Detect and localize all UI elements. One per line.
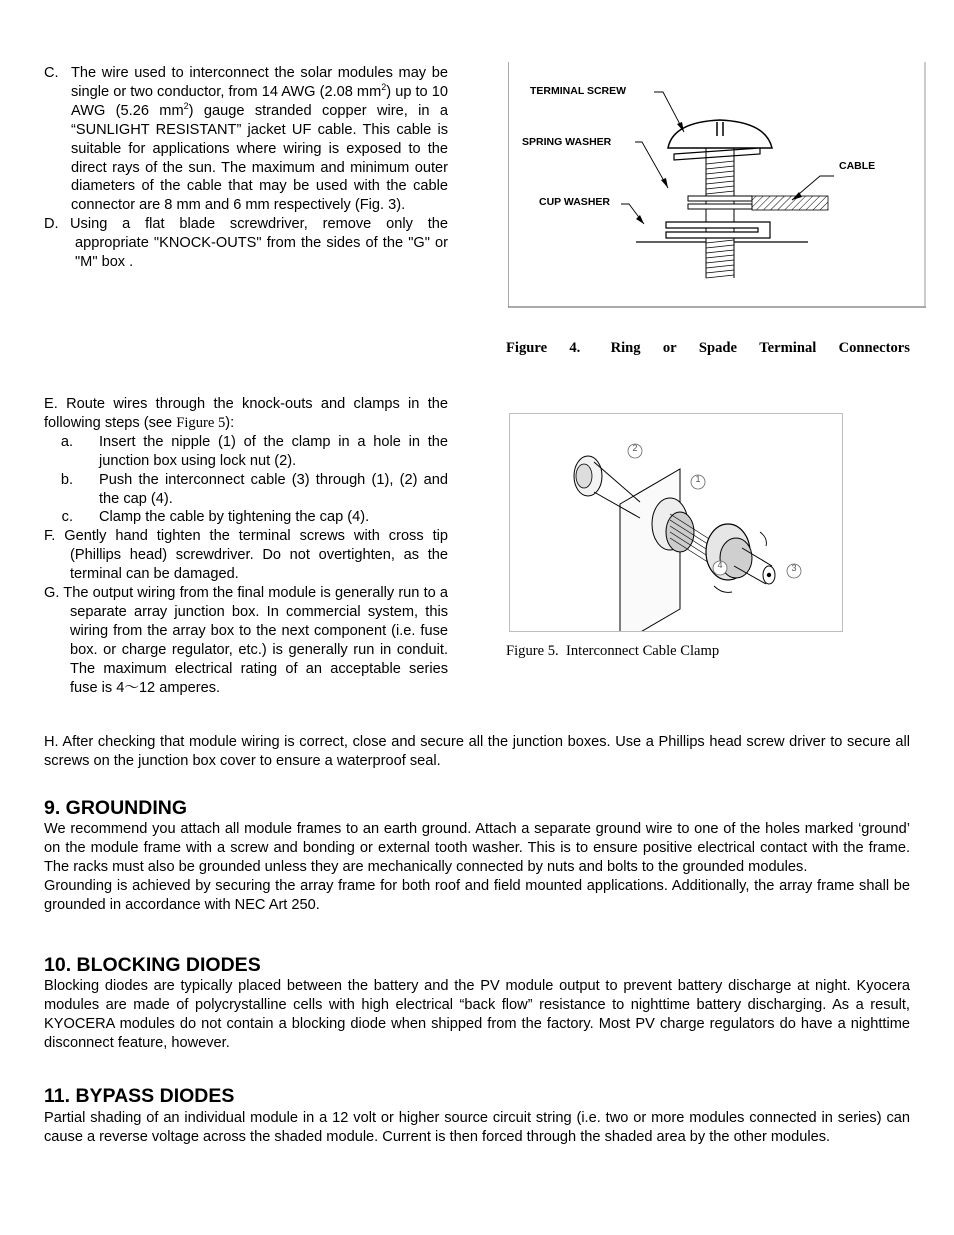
section-e-intro-text: E. Route wires through the knock-outs and clamps in the following steps (see [44,396,448,431]
step-label: a. [60,433,73,450]
caption-word: Terminal [759,340,817,356]
callout-2: 2 [632,443,638,453]
section-c-text-1: The wire used to interconnect the solar modules may be single or two conductor, from 14 AWG (2.08 mm [71,65,448,100]
step-text: Insert the nipple (1) of the clamp in a hole in the junction box using lock nut (2). [99,433,448,469]
caption-word: Ring [610,340,641,356]
figure-5 [509,413,843,632]
section-c-label: C. [44,65,59,81]
callout-4: 4 [717,560,723,570]
section-h: H. After checking that module wiring is correct, close and secure all the junction boxes. Use a Phillips head screw driver to secure all screws on the junction box cover to ensure a waterproof seal. [44,734,910,769]
section-c-sup-1: 2 [381,82,387,93]
section-c [44,64,448,272]
cable-clamp-diagram [510,414,842,631]
label-cup-washer: CUP WASHER [539,196,610,208]
step-b [44,471,448,509]
label-spring-washer: SPRING WASHER [522,136,612,148]
label-cable: CABLE [839,160,876,172]
step-a [44,433,448,471]
caption-word: 4. [569,340,581,356]
step-c [44,508,448,527]
section-f: F. Gently hand tighten the terminal screws with cross tip (Phillips head) screwdriver. Do not overtighten, as the terminal can be damaged. [44,528,448,583]
figure-4-caption [506,340,910,357]
step-text: Push the interconnect cable (3) through (1), (2) and the cap (4). [99,471,448,507]
section-e-intro-end: ): [225,414,235,431]
callout-1: 1 [695,474,701,484]
step-text: Clamp the cable by tightening the cap (4). [99,509,370,526]
section-c-text-3: ) gauge stranded copper wire, in a “SUNLIGHT RESISTANT” jacket UF cable. This cable is suitable for applications where wiring is exposed to the direct rays of the sun. The maximum and minimum outer diameters of the cable that may be used with the cable connector are 8 mm and 6 mm respectively (Fig. 3). [71,102,448,214]
grounding-p2: Grounding is achieved by securing the array frame for both roof and field mounted applications. Additionally, the array frame shall be grounded in accordance with NEC Art 250. [44,877,910,913]
heading-bypass-diodes: 11. BYPASS DIODES [44,1085,235,1107]
caption-word: or [662,340,677,356]
figure-4 [508,62,926,308]
figure-5-caption: Figure 5. Interconnect Cable Clamp [506,643,720,659]
caption-word: Spade [698,340,738,356]
section-d-text: Using a flat blade screwdriver, remove only the appropriate "KNOCK-OUTS" from the sides of the "G" or "M" box . [70,216,448,271]
section-e [44,395,448,698]
grounding-body [44,820,910,915]
heading-grounding: 9. GROUNDING [44,797,188,819]
callout-3: 3 [791,563,797,573]
section-d-label: D. [44,216,59,233]
caption-word: Figure [506,340,548,356]
section-g: G. The output wiring from the final module is generally run to a separate array junction box. In commercial system, this wiring from the array box to the next component (i.e. fuse box. or charge regulator, etc.) is generally run in conduit. The maximum electrical rating of an acceptable series fuse is 4～12 amperes. [44,585,448,696]
section-d [44,215,448,272]
label-terminal-screw: TERMINAL SCREW [530,85,627,97]
step-label: c. [61,509,73,526]
bypass-p1: Partial shading of an individual module in a 12 volt or higher source circuit string (i.e. two or more modules connected in series) can cause a reverse voltage across the shaded module. Current is then forced through the shaded area by the other modules. [44,1110,910,1145]
section-c-sup-2: 2 [183,100,189,111]
section-c-text-2: ) up to 10 AWG (5.26 mm [71,83,448,119]
grounding-p1: We recommend you attach all module frames to an earth ground. Attach a separate ground wire to one of the holes marked ‘ground’ on the module frame with a screw and bonding or external tooth washer. This is to ensure positive electrical contact with the frame. The racks must also be grounded unless they are mechanically connected by nuts and bolts to the grounded modules. [44,821,910,875]
figure-5-ref: Figure 5 [176,414,226,431]
caption-word: Connectors [838,340,910,356]
step-label: b. [60,471,73,488]
blocking-p1: Blocking diodes are typically placed between the battery and the PV module output to prevent battery discharge at night. Kyocera modules are made of polycrystalline cells with high electrical “back flow” resistance to nighttime battery discharging. As a result, KYOCERA modules do not contain a blocking diode when shipped from the factory. Most PV charge regulators do have a nighttime disconnect feature, however. [44,978,910,1051]
section-e-intro [44,395,448,433]
terminal-connector-diagram [508,62,926,308]
heading-blocking-diodes: 10. BLOCKING DIODES [44,954,261,976]
